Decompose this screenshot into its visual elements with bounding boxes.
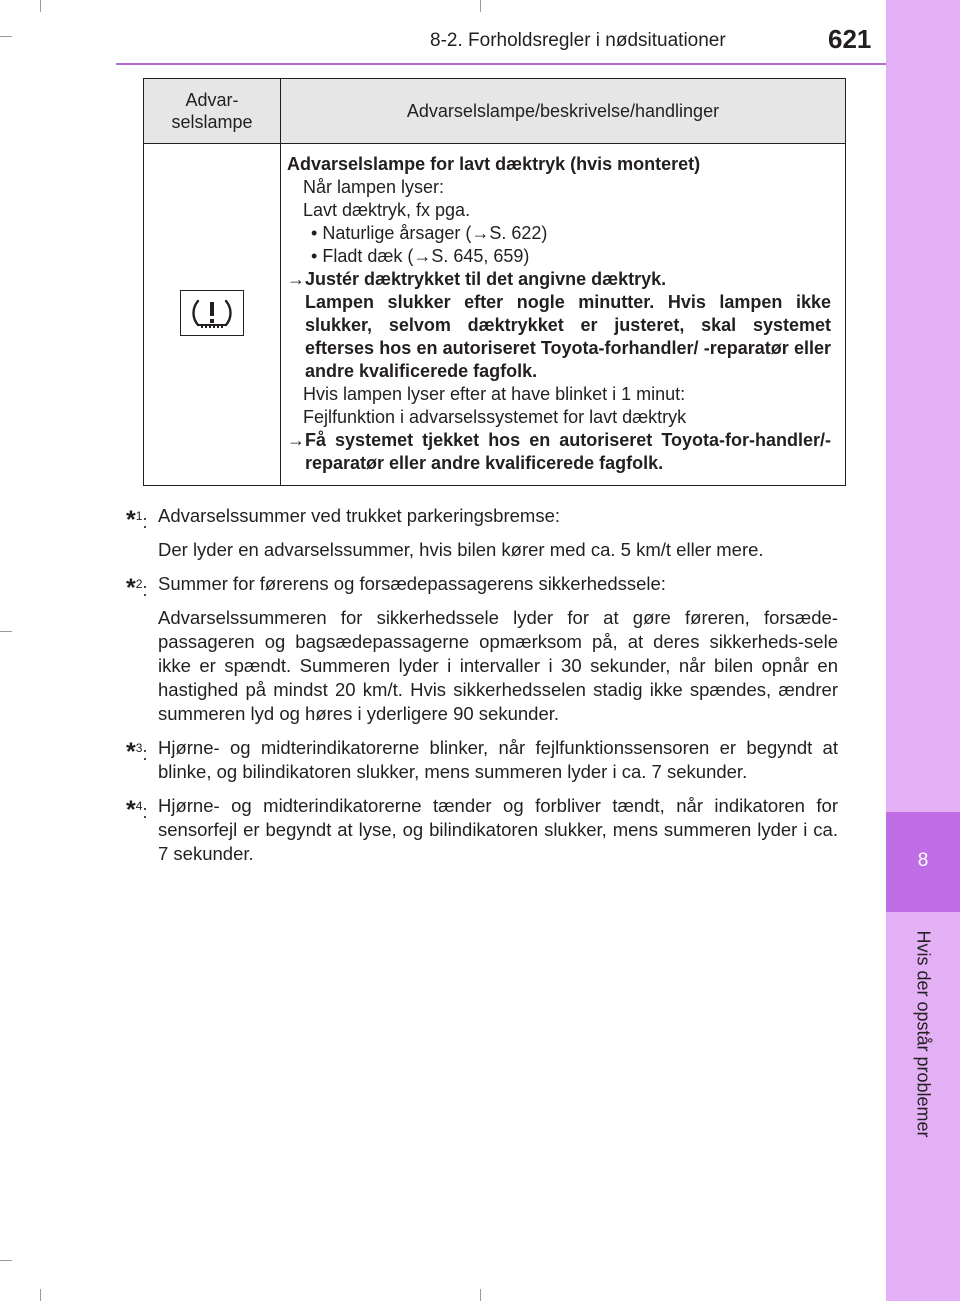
bullet-icon: • — [311, 246, 318, 266]
footnote-lead: Summer for førerens og forsædepassagerens sikkerhedssele: — [158, 573, 666, 594]
action-adjust-text — [305, 268, 831, 383]
footnote-lead: Hjørne- og midterindikatorerne tænder og forbliver tændt, når indikatoren for sensorfejl er begyndt at lyse, og bilindikatoren slukker, mens summeren lyder i ca. 7 sekunder. — [158, 795, 838, 864]
footnote-body — [158, 736, 838, 794]
action-adjust-pressure — [287, 268, 831, 383]
chapter-number: 8 — [917, 850, 929, 871]
arrow-right-icon: → — [287, 430, 305, 450]
lamp-cell — [144, 144, 281, 486]
footnote — [126, 794, 838, 876]
page-number: 621 — [828, 24, 872, 54]
footnote-body — [158, 572, 838, 736]
malfunction-text: Fejlfunktion i advarselssystemet for lavt dæktryk — [303, 407, 687, 427]
lamp-title: Advarselslampe for lavt dæktryk (hvis monteret) — [287, 154, 701, 174]
footnote-body — [158, 794, 838, 876]
header-description: Advarselslampe/beskrivelse/handlinger — [281, 79, 846, 144]
blink-text: Hvis lampen lyser efter at have blinket i 1 minut: — [303, 384, 686, 404]
crop-mark — [40, 1289, 41, 1301]
action-adjust-heading: Justér dæktrykket til det angivne dæktryk. — [305, 269, 667, 289]
header-lamp-label: Advar- selslampe — [171, 90, 253, 132]
footnote-lead: Advarselssummer ved trukket parkeringsbremse: — [158, 505, 561, 526]
footnote-text: Advarselssummeren for sikkerhedssele lyder for at gøre føreren, forsæde-passageren og bagsædepassagerne opmærksom på, at deres sikkerheds-sele ikke er spændt. Summeren lyder i intervaller i 30 sekunder, når bilen opnår en hastighed på mindst 20 km/t. Hvis sikkerhedsselen stadig ikke spændes, ændrer summeren lyd og høres i yderligere 90 sekunder. — [158, 607, 838, 724]
table-row — [144, 144, 846, 486]
description-cell — [281, 144, 846, 486]
footnote-body — [158, 504, 838, 572]
footnote — [126, 572, 838, 736]
header-divider — [116, 63, 886, 65]
header-lamp — [144, 79, 281, 144]
crop-mark — [480, 1289, 481, 1301]
action-check-system — [287, 429, 831, 475]
footnote-marker: *$^2$: — [126, 574, 148, 602]
when-lit-text: Når lampen lyser: — [303, 177, 445, 197]
section-title: 8-2. Forholdsregler i nødsituationer — [430, 30, 726, 51]
footnote-text: Der lyder en advarselssummer, hvis bilen kører med ca. 5 km/t eller mere. — [158, 539, 764, 560]
footnote-marker: *$^1$: — [126, 506, 148, 534]
footnote-marker: *$^4$: — [126, 796, 148, 824]
list-item — [287, 245, 831, 268]
table-header-row — [144, 79, 846, 144]
bullet-text: Fladt dæk (→S. 645, 659) — [322, 246, 530, 266]
action-adjust-detail: Lampen slukker efter nogle minutter. Hvis lampen ikke slukker, selvom dæktrykket er justeret, skal systemet efterses hos en autoriseret Toyota-forhandler/ -reparatør eller andre kvalificerede fagfolk. — [305, 292, 831, 381]
footnote — [126, 504, 838, 572]
warning-lamp-table — [143, 78, 846, 486]
tire-pressure-warning-icon — [180, 290, 244, 336]
cause-text: Lavt dæktryk, fx pga. — [303, 200, 471, 220]
crop-mark — [0, 1260, 12, 1261]
crop-mark — [0, 631, 12, 632]
footnotes — [126, 504, 838, 876]
footnote-marker: *$^3$: — [126, 738, 148, 766]
arrow-right-icon: → — [287, 269, 305, 289]
footnote-lead: Hjørne- og midterindikatorerne blinker, når fejlfunktionssensoren er begyndt at blinke, og bilindikatoren slukker, mens summeren lyder i ca. 7 sekunder. — [158, 737, 838, 782]
action-check-text: Få systemet tjekket hos en autoriseret Toyota-for-handler/-reparatør eller andre kvalificerede fagfolk. — [305, 430, 831, 473]
crop-mark — [480, 0, 481, 12]
bullet-text: Naturlige årsager (→S. 622) — [322, 223, 548, 243]
chapter-title: Hvis der opstår problemer — [913, 930, 934, 1138]
bullet-icon: • — [311, 223, 318, 243]
footnote — [126, 736, 838, 794]
list-item — [287, 222, 831, 245]
crop-mark — [0, 36, 12, 37]
crop-mark — [40, 0, 41, 12]
